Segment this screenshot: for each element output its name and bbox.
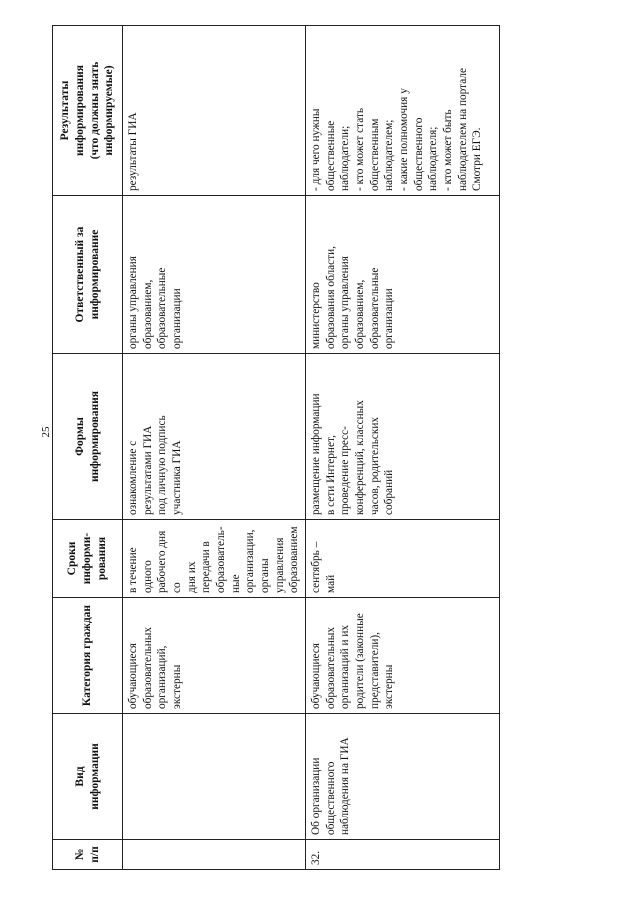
header-info-type: Вид информации (53, 714, 123, 840)
cell-category: обучающиеся образовательных организаций и их родители (законные представители), экстерны (306, 598, 500, 714)
cell-number (123, 840, 306, 870)
cell-category: обучающиеся образовательных организаций, экстерны (123, 598, 306, 714)
cell-responsible: органы управления образованием, образовательные организации (123, 196, 306, 354)
cell-info-type: Об организации общественного наблюдения на ГИА (306, 714, 500, 840)
cell-results: - для чего нужны общественные наблюдатели; - кто может стать общественным наблюдателем; - какие полномочия у общественного наблюдателя; - кто может быть наблюдателем на портале Смотри ЕГЭ. (306, 26, 500, 196)
table-row (123, 26, 306, 870)
cell-terms: сентябрь – май (306, 520, 500, 598)
header-category: Категория граждан (53, 598, 123, 714)
cell-results: результаты ГИА (123, 26, 306, 196)
cell-info-type (123, 714, 306, 840)
cell-number: 32. (306, 840, 500, 870)
header-terms: Сроки информи- рования (53, 520, 123, 598)
header-results: Результаты информирования (что должны знать информируемые) (53, 26, 123, 196)
cell-forms: размещение информации в сети Интернет, проведение пресс- конференций, классных часов, родительских собраний (306, 354, 500, 520)
table-row (306, 26, 500, 870)
header-number: № п/п (53, 840, 123, 870)
rotated-table-container (52, 26, 484, 870)
cell-forms: ознакомление с результатами ГИА под личную подпись участника ГИА (123, 354, 306, 520)
page-number: 25 (40, 426, 52, 438)
header-responsible: Ответственный за информирование (53, 196, 123, 354)
table-header-row (53, 26, 123, 870)
header-forms: Формы информирования (53, 354, 123, 520)
cell-terms: в течение одного рабочего дня со дня их передачи в образователь- ные организации, органы управления образованием (123, 520, 306, 598)
cell-responsible: министерство образования области, органы управления образованием, образовательные организации (306, 196, 500, 354)
information-table (52, 25, 500, 870)
